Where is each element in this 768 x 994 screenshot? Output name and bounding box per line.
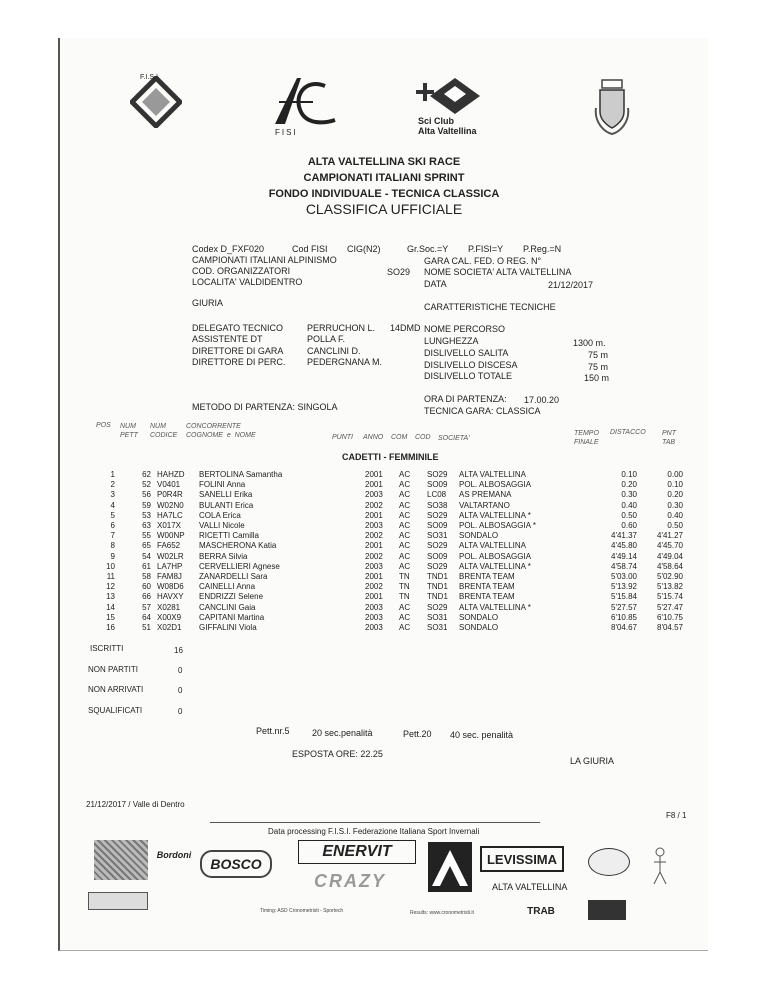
table-row xyxy=(86,562,686,572)
data-label: DATA xyxy=(424,279,447,289)
result-codice: W02N0 xyxy=(157,500,184,510)
table-row xyxy=(86,470,686,480)
result-name: GIFFALINI Viola xyxy=(199,623,257,633)
result-cod: SO31 xyxy=(427,612,448,622)
lunghezza-label: LUNGHEZZA xyxy=(424,336,479,346)
result-tempo: 0.60 xyxy=(621,521,637,531)
result-pos: 6 xyxy=(110,521,115,531)
dis-salita-value: 75 m xyxy=(588,350,609,360)
table-row xyxy=(86,501,686,511)
result-cod: SO29 xyxy=(427,561,448,571)
results-body xyxy=(86,470,686,633)
result-anno: 2002 xyxy=(365,582,383,592)
result-cod: SO31 xyxy=(427,623,448,633)
result-distacco: 0.40 xyxy=(667,510,683,520)
result-tempo: 0.10 xyxy=(621,470,637,479)
result-pett: 64 xyxy=(142,612,151,622)
sponsor-landscape-logo xyxy=(94,840,148,880)
result-societa: SONDALO xyxy=(459,612,499,622)
fisi-crest-text: F.I.S.I. xyxy=(140,74,160,81)
result-pett: 60 xyxy=(142,582,151,592)
result-societa: ALTA VALTELLINA * xyxy=(459,510,531,520)
result-anno: 2002 xyxy=(365,551,383,561)
fisi-crest-icon xyxy=(130,76,182,128)
col-cod: COD xyxy=(415,434,431,441)
result-codice: W00NP xyxy=(157,531,185,541)
result-pett: 61 xyxy=(142,561,151,571)
result-anno: 2002 xyxy=(365,531,383,541)
non-partiti-label: NON PARTITI xyxy=(88,665,138,674)
result-cod: TND1 xyxy=(427,582,448,592)
result-tempo: 0.20 xyxy=(621,480,637,490)
table-row xyxy=(86,603,686,613)
sci-club-logo xyxy=(410,76,520,138)
municipality-crest-logo xyxy=(590,78,634,138)
result-name: CAPITANI Martina xyxy=(199,612,265,622)
sponsor-bordoni-text: Bordoni xyxy=(156,850,192,860)
result-codice: X017X xyxy=(157,521,182,531)
result-cod: SO29 xyxy=(427,602,448,612)
col-anno: ANNO xyxy=(363,434,384,441)
gr-soc: Gr.Soc.=Y xyxy=(407,244,449,254)
table-row xyxy=(86,531,686,541)
footer-page: F8 / 1 xyxy=(666,811,687,820)
p-reg: P.Reg.=N xyxy=(523,244,562,254)
table-row xyxy=(86,572,686,582)
fisi-crest-logo xyxy=(130,76,182,128)
result-name: ENDRIZZI Selene xyxy=(199,592,264,602)
result-anno: 2001 xyxy=(365,510,383,520)
result-tempo: 0.40 xyxy=(621,500,637,510)
title-classification: CLASSIFICA UFFICIALE xyxy=(305,201,463,217)
result-cod: SO29 xyxy=(427,510,448,520)
result-distacco: 5'13.82 xyxy=(657,582,683,592)
title-race: ALTA VALTELLINA SKI RACE xyxy=(307,156,461,168)
sponsor-trab xyxy=(520,904,562,918)
result-codice: W08D6 xyxy=(157,582,184,592)
footer-results-site: Results: www.cronometristi.it xyxy=(410,910,474,916)
result-tempo: 5'13.92 xyxy=(611,582,637,592)
table-row xyxy=(86,490,686,500)
cod-org-label: COD. ORGANIZZATORI xyxy=(192,266,291,276)
result-pett: 59 xyxy=(142,500,151,510)
result-societa: BRENTA TEAM xyxy=(459,572,515,582)
result-anno: 2001 xyxy=(365,470,383,479)
squalificati-value: 0 xyxy=(178,707,183,716)
la-giuria: LA GIURIA xyxy=(570,756,615,766)
result-tempo: 4'41.37 xyxy=(611,531,637,541)
result-name: VALLI Nicole xyxy=(199,521,245,531)
result-pett: 66 xyxy=(142,592,151,602)
result-com: AC xyxy=(399,470,411,479)
result-cod: SO29 xyxy=(427,541,448,551)
result-pos: 2 xyxy=(110,480,115,490)
giuria-label: GIURIA xyxy=(192,298,224,308)
cod-fisi: Cod FISI xyxy=(292,244,328,254)
lunghezza-value: 1300 m. xyxy=(573,338,606,348)
sponsor-crazy xyxy=(278,870,422,892)
result-cod: LC08 xyxy=(427,490,447,500)
results-table xyxy=(86,470,686,633)
result-tempo: 0.30 xyxy=(621,490,637,500)
result-com: AC xyxy=(399,623,411,633)
result-com: AC xyxy=(399,541,411,551)
result-pos: 16 xyxy=(106,623,115,633)
result-com: AC xyxy=(399,612,411,622)
sponsor-crazy-text: CRAZY xyxy=(314,870,386,891)
sponsor-alta-valtellina: ALTA VALTELLINA xyxy=(492,882,568,892)
dis-totale-value: 150 m xyxy=(584,373,610,383)
result-cod: TND1 xyxy=(427,572,448,582)
result-com: TN xyxy=(399,592,410,602)
sponsor-square-logo xyxy=(588,900,626,920)
sci-club-line1: Sci Club xyxy=(418,116,455,126)
result-distacco: 5'27.47 xyxy=(657,602,683,612)
result-com: AC xyxy=(399,551,411,561)
tecnica-gara: TECNICA GARA: CLASSICA xyxy=(424,406,541,416)
codex: Codex D_FXF020 xyxy=(192,244,265,254)
footer-timing: Timing: ASD Cronometristi - Sportech xyxy=(260,908,344,914)
result-codice: HA7LC xyxy=(157,510,183,520)
sci-club-line2: Alta Valtellina xyxy=(418,126,477,136)
result-cod: SO38 xyxy=(427,500,448,510)
footer-data-processing: Data processing F.I.S.I. Federazione Italiana Sport Invernali xyxy=(268,827,480,836)
org-code: SO29 xyxy=(387,267,411,277)
result-anno: 2003 xyxy=(365,561,383,571)
table-row xyxy=(86,613,686,623)
penalty-pett5-time: 20 sec.penalità xyxy=(312,728,373,738)
penalty-pett20: Pett.20 xyxy=(403,729,432,739)
delegato-name: PERRUCHON L. xyxy=(307,323,376,333)
nome-percorso-label: NOME PERCORSO xyxy=(424,324,506,334)
sponsor-figure-logo xyxy=(650,846,670,886)
cig: CIG(N2) xyxy=(347,244,381,254)
result-codice: W02LR xyxy=(157,551,184,561)
mountain-icon xyxy=(428,842,472,892)
campionati-label: CAMPIONATI ITALIANI ALPINISMO xyxy=(192,255,337,265)
iscritti-value: 16 xyxy=(174,646,183,655)
result-distacco: 4'41.27 xyxy=(657,531,683,541)
result-societa: ALTA VALTELLINA * xyxy=(459,561,531,571)
result-societa: SONDALO xyxy=(459,623,499,633)
caratteristiche-label: CARATTERISTICHE TECNICHE xyxy=(424,302,556,312)
result-tempo: 8'04.67 xyxy=(611,623,637,633)
result-pett: 51 xyxy=(142,623,151,633)
col-num-codice: NUM CODICE xyxy=(150,423,178,439)
col-distacco: DISTACCO xyxy=(610,429,646,436)
result-pos: 5 xyxy=(110,510,115,520)
result-pos: 14 xyxy=(106,602,115,612)
result-societa: BRENTA TEAM xyxy=(459,582,515,592)
figure-icon xyxy=(650,846,670,886)
result-com: AC xyxy=(399,510,411,520)
result-name: BERRA Silvia xyxy=(199,551,248,561)
result-codice: LA7HP xyxy=(157,561,183,571)
dir-perc-name: PEDERGNANA M. xyxy=(307,357,383,367)
metodo-partenza: METODO DI PARTENZA: SINGOLA xyxy=(192,402,338,412)
result-pett: 65 xyxy=(142,541,151,551)
p-fisi: P.FISI=Y xyxy=(468,244,504,254)
dis-salita-label: DISLIVELLO SALITA xyxy=(424,348,509,358)
result-com: AC xyxy=(399,521,411,531)
result-pos: 11 xyxy=(106,572,115,582)
result-societa: ALTA VALTELLINA * xyxy=(459,602,531,612)
result-societa: VALTARTANO xyxy=(459,500,510,510)
result-anno: 2003 xyxy=(365,612,383,622)
title-championship: CAMPIONATI ITALIANI SPRINT xyxy=(303,172,465,184)
result-societa: ALTA VALTELLINA xyxy=(459,470,526,479)
result-anno: 2003 xyxy=(365,521,383,531)
result-pett: 54 xyxy=(142,551,151,561)
result-codice: HAHZD xyxy=(157,470,185,479)
result-pos: 3 xyxy=(110,490,115,500)
sponsor-enervit-text: ENERVIT xyxy=(322,843,392,860)
result-anno: 2003 xyxy=(365,602,383,612)
result-tempo: 5'27.57 xyxy=(611,602,637,612)
dir-gara-name: CANCLINI D. xyxy=(307,346,361,356)
result-com: AC xyxy=(399,500,411,510)
sponsor-levissima xyxy=(480,846,564,872)
table-row xyxy=(86,623,686,633)
fisi-ac-text: FISI xyxy=(275,128,298,137)
result-codice: FA652 xyxy=(157,541,181,551)
result-cod: SO09 xyxy=(427,521,448,531)
table-row xyxy=(86,521,686,531)
result-name: ZANARDELLI Sara xyxy=(199,572,268,582)
result-name: CAINELLI Anna xyxy=(199,582,256,592)
result-pos: 12 xyxy=(106,582,115,592)
result-distacco: 5'02.90 xyxy=(657,572,683,582)
result-tempo: 0.50 xyxy=(621,510,637,520)
sponsor-trab-text: TRAB xyxy=(527,905,555,917)
sponsor-bosco-text: BOSCO xyxy=(210,856,262,872)
col-pnt-tab: PNT TAB xyxy=(662,430,676,446)
result-name: BULANTI Erica xyxy=(199,500,254,510)
ora-partenza-label: ORA DI PARTENZA: xyxy=(424,394,507,404)
result-name: CERVELLIERI Agnese xyxy=(199,561,280,571)
result-pett: 56 xyxy=(142,490,151,500)
result-tempo: 5'15.84 xyxy=(611,592,637,602)
data-value: 21/12/2017 xyxy=(548,280,594,290)
sponsor-bosco xyxy=(200,850,272,878)
sci-club-icon xyxy=(410,76,500,116)
result-distacco: 0.20 xyxy=(667,490,683,500)
result-societa: POL. ALBOSAGGIA xyxy=(459,480,532,490)
result-pos: 4 xyxy=(110,500,115,510)
sponsor-bordoni xyxy=(156,846,192,864)
delegato-code: 14DMD xyxy=(390,323,421,333)
result-com: AC xyxy=(399,561,411,571)
result-distacco: 0.30 xyxy=(667,500,683,510)
dir-gara-label: DIRETTORE DI GARA xyxy=(192,346,284,356)
iscritti-label: ISCRITTI xyxy=(90,644,124,653)
result-anno: 2003 xyxy=(365,623,383,633)
table-row xyxy=(86,511,686,521)
result-pos: 1 xyxy=(110,470,115,479)
result-name: FOLINI Anna xyxy=(199,480,246,490)
result-codice: V0401 xyxy=(157,480,181,490)
result-distacco: 4'58.64 xyxy=(657,561,683,571)
result-cod: SO09 xyxy=(427,480,448,490)
footer-divider xyxy=(210,822,540,823)
result-com: AC xyxy=(399,480,411,490)
result-tempo: 6'10.85 xyxy=(611,612,637,622)
result-name: COLA Erica xyxy=(199,510,241,520)
result-distacco: 0.00 xyxy=(667,470,683,479)
col-concorrente: CONCORRENTE COGNOME e NOME xyxy=(186,423,256,439)
col-pos: POS xyxy=(96,422,111,429)
col-tempo: TEMPO FINALE xyxy=(574,430,599,446)
sponsor-levissima-text: LEVISSIMA xyxy=(486,851,558,867)
result-pos: 9 xyxy=(110,551,115,561)
result-societa: AS PREMANA xyxy=(459,490,512,500)
table-row xyxy=(86,480,686,490)
result-anno: 2002 xyxy=(365,500,383,510)
result-distacco: 4'49.04 xyxy=(657,551,683,561)
result-pett: 55 xyxy=(142,531,151,541)
assistente-name: POLLA F. xyxy=(307,334,346,344)
dis-discesa-label: DISLIVELLO DISCESA xyxy=(424,360,518,370)
col-num-pett: NUM PETT xyxy=(120,423,138,439)
dis-totale-label: DISLIVELLO TOTALE xyxy=(424,371,513,381)
sponsor-enervit xyxy=(298,840,416,864)
gara-cal-label: GARA CAL. FED. O REG. N° xyxy=(424,256,542,266)
result-distacco: 8'04.57 xyxy=(657,623,683,633)
result-societa: POL. ALBOSAGGIA xyxy=(459,551,532,561)
result-tempo: 4'58.74 xyxy=(611,561,637,571)
result-pett: 52 xyxy=(142,480,151,490)
dir-perc-label: DIRETTORE DI PERC. xyxy=(192,357,286,367)
sponsor-round-logo xyxy=(588,848,630,876)
result-anno: 2001 xyxy=(365,480,383,490)
result-pos: 10 xyxy=(106,561,115,571)
table-row xyxy=(86,582,686,592)
result-distacco: 0.10 xyxy=(667,480,683,490)
result-cod: SO29 xyxy=(427,470,448,479)
result-codice: HAVXY xyxy=(157,592,184,602)
result-cod: SO31 xyxy=(427,531,448,541)
localita: LOCALITA' VALDIDENTRO xyxy=(192,277,303,287)
municipality-crest-icon xyxy=(590,78,634,138)
result-name: RICETTI Camilla xyxy=(199,531,260,541)
result-tempo: 5'03.00 xyxy=(611,572,637,582)
result-name: CANCLINI Gaia xyxy=(199,602,256,612)
result-pos: 13 xyxy=(106,592,115,602)
result-societa: ALTA VALTELLINA xyxy=(459,541,526,551)
result-anno: 2001 xyxy=(365,541,383,551)
result-tempo: 4'45.80 xyxy=(611,541,637,551)
result-distacco: 5'15.74 xyxy=(657,592,683,602)
sponsor-mountain-logo xyxy=(428,842,472,892)
result-codice: X00X9 xyxy=(157,612,182,622)
category-heading: CADETTI - FEMMINILE xyxy=(342,452,439,462)
result-anno: 2003 xyxy=(365,490,383,500)
fisi-ac-logo xyxy=(265,74,345,138)
result-societa: SONDALO xyxy=(459,531,499,541)
result-codice: P0R4R xyxy=(157,490,183,500)
title-discipline: FONDO INDIVIDUALE - TECNICA CLASSICA xyxy=(268,188,500,200)
dis-discesa-value: 75 m xyxy=(588,362,609,372)
result-distacco: 6'10.75 xyxy=(657,612,683,622)
col-societa: SOCIETA' xyxy=(438,435,470,442)
result-societa: BRENTA TEAM xyxy=(459,592,515,602)
result-cod: TND1 xyxy=(427,592,448,602)
result-pett: 57 xyxy=(142,602,151,612)
result-societa: POL. ALBOSAGGIA * xyxy=(459,521,536,531)
result-distacco: 4'45.70 xyxy=(657,541,683,551)
result-com: AC xyxy=(399,531,411,541)
fisi-ac-icon xyxy=(265,74,345,130)
result-pett: 58 xyxy=(142,572,151,582)
result-com: AC xyxy=(399,490,411,500)
result-tempo: 4'49.14 xyxy=(611,551,637,561)
non-partiti-value: 0 xyxy=(178,666,183,675)
result-pett: 63 xyxy=(142,521,151,531)
delegato-label: DELEGATO TECNICO xyxy=(192,323,284,333)
result-codice: X02D1 xyxy=(157,623,182,633)
result-pett: 62 xyxy=(142,470,151,479)
nome-societa: NOME SOCIETA' ALTA VALTELLINA xyxy=(424,267,572,277)
squalificati-label: SQUALIFICATI xyxy=(88,706,143,715)
table-row xyxy=(86,541,686,551)
result-com: TN xyxy=(399,582,410,592)
result-distacco: 0.50 xyxy=(667,521,683,531)
footer-date-place: 21/12/2017 / Valle di Dentro xyxy=(86,800,185,809)
penalty-pett5: Pett.nr.5 xyxy=(256,726,290,736)
result-anno: 2001 xyxy=(365,572,383,582)
result-com: AC xyxy=(399,602,411,612)
col-com: COM xyxy=(391,434,408,441)
result-pos: 7 xyxy=(110,531,115,541)
sponsor-small-logo xyxy=(88,892,148,910)
table-row xyxy=(86,592,686,602)
assistente-label: ASSISTENTE DT xyxy=(192,334,263,344)
result-pos: 15 xyxy=(106,612,115,622)
table-row xyxy=(86,552,686,562)
ora-partenza-value: 17.00.20 xyxy=(524,395,560,405)
penalty-pett20-time: 40 sec. penalità xyxy=(450,730,514,740)
result-pos: 8 xyxy=(110,541,115,551)
non-arrivati-value: 0 xyxy=(178,686,183,695)
result-name: BERTOLINA Samantha xyxy=(199,470,283,479)
result-com: TN xyxy=(399,572,410,582)
result-codice: FAM8J xyxy=(157,572,182,582)
non-arrivati-label: NON ARRIVATI xyxy=(88,685,144,694)
result-cod: SO09 xyxy=(427,551,448,561)
result-pett: 53 xyxy=(142,510,151,520)
result-codice: X0281 xyxy=(157,602,181,612)
result-name: MASCHERONA Katia xyxy=(199,541,277,551)
esposta-ore: ESPOSTA ORE: 22.25 xyxy=(292,749,383,759)
results-sheet xyxy=(58,38,708,951)
result-anno: 2001 xyxy=(365,592,383,602)
result-name: SANELLI Erika xyxy=(199,490,253,500)
col-punti: PUNTI xyxy=(332,434,353,441)
